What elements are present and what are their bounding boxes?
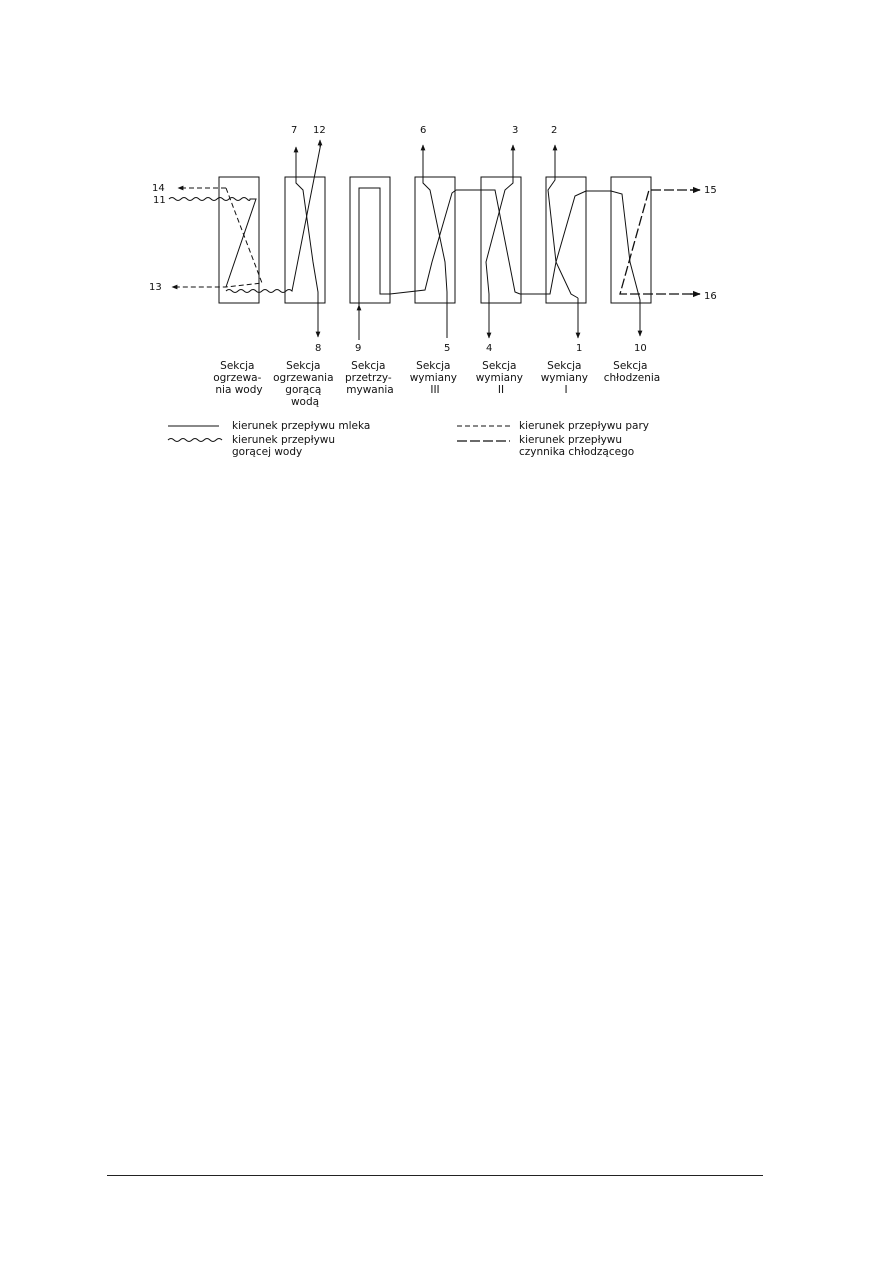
section-label-wymiany-ii: Sekcja wymiany II — [475, 360, 523, 396]
port-label-2: 2 — [551, 125, 558, 136]
port-label-11: 11 — [153, 195, 166, 206]
port-label-12: 12 — [313, 125, 326, 136]
section-box-wymiany-iii — [415, 177, 455, 303]
section-label-przetrzymywania: Sekcja przetrzy- mywania — [344, 360, 394, 396]
section-label-ogrzewania-goraca-woda: Sekcja ogrzewania gorącą wodą — [273, 360, 334, 408]
port-label-6: 6 — [420, 125, 427, 136]
section-box-przetrzymywania — [350, 177, 390, 303]
legend-milk: kierunek przepływu mleka — [232, 420, 371, 432]
port-label-9: 9 — [355, 343, 362, 354]
section-label-ogrzewania-wody: Sekcja ogrzewa- nia wody — [213, 360, 263, 396]
section-box-wymiany-ii — [481, 177, 521, 303]
legend-hot-water: kierunek przepływu gorącej wody — [232, 434, 336, 458]
port-label-10: 10 — [634, 343, 647, 354]
port-label-16: 16 — [704, 291, 717, 302]
port-label-14: 14 — [152, 183, 165, 194]
section-box-ogrzewania-goraca-woda — [285, 177, 325, 303]
port-label-1: 1 — [576, 343, 583, 354]
section-box-ogrzewania-wody — [219, 177, 259, 303]
section-box-chlodzenia — [611, 177, 651, 303]
section-label-wymiany-iii: Sekcja wymiany III — [409, 360, 457, 396]
legend-coolant: kierunek przepływu czynnika chłodzącego — [519, 434, 635, 458]
port-label-3: 3 — [512, 125, 519, 136]
section-label-chlodzenia: Sekcja chłodzenia — [603, 360, 661, 384]
port-label-8: 8 — [315, 343, 322, 354]
port-label-4: 4 — [486, 343, 493, 354]
legend-steam: kierunek przepływu pary — [519, 420, 649, 432]
footer-rule — [107, 1175, 763, 1176]
port-label-13: 13 — [149, 282, 162, 293]
port-label-7: 7 — [291, 125, 298, 136]
port-label-15: 15 — [704, 185, 717, 196]
port-label-5: 5 — [444, 343, 451, 354]
section-label-wymiany-i: Sekcja wymiany I — [540, 360, 588, 396]
